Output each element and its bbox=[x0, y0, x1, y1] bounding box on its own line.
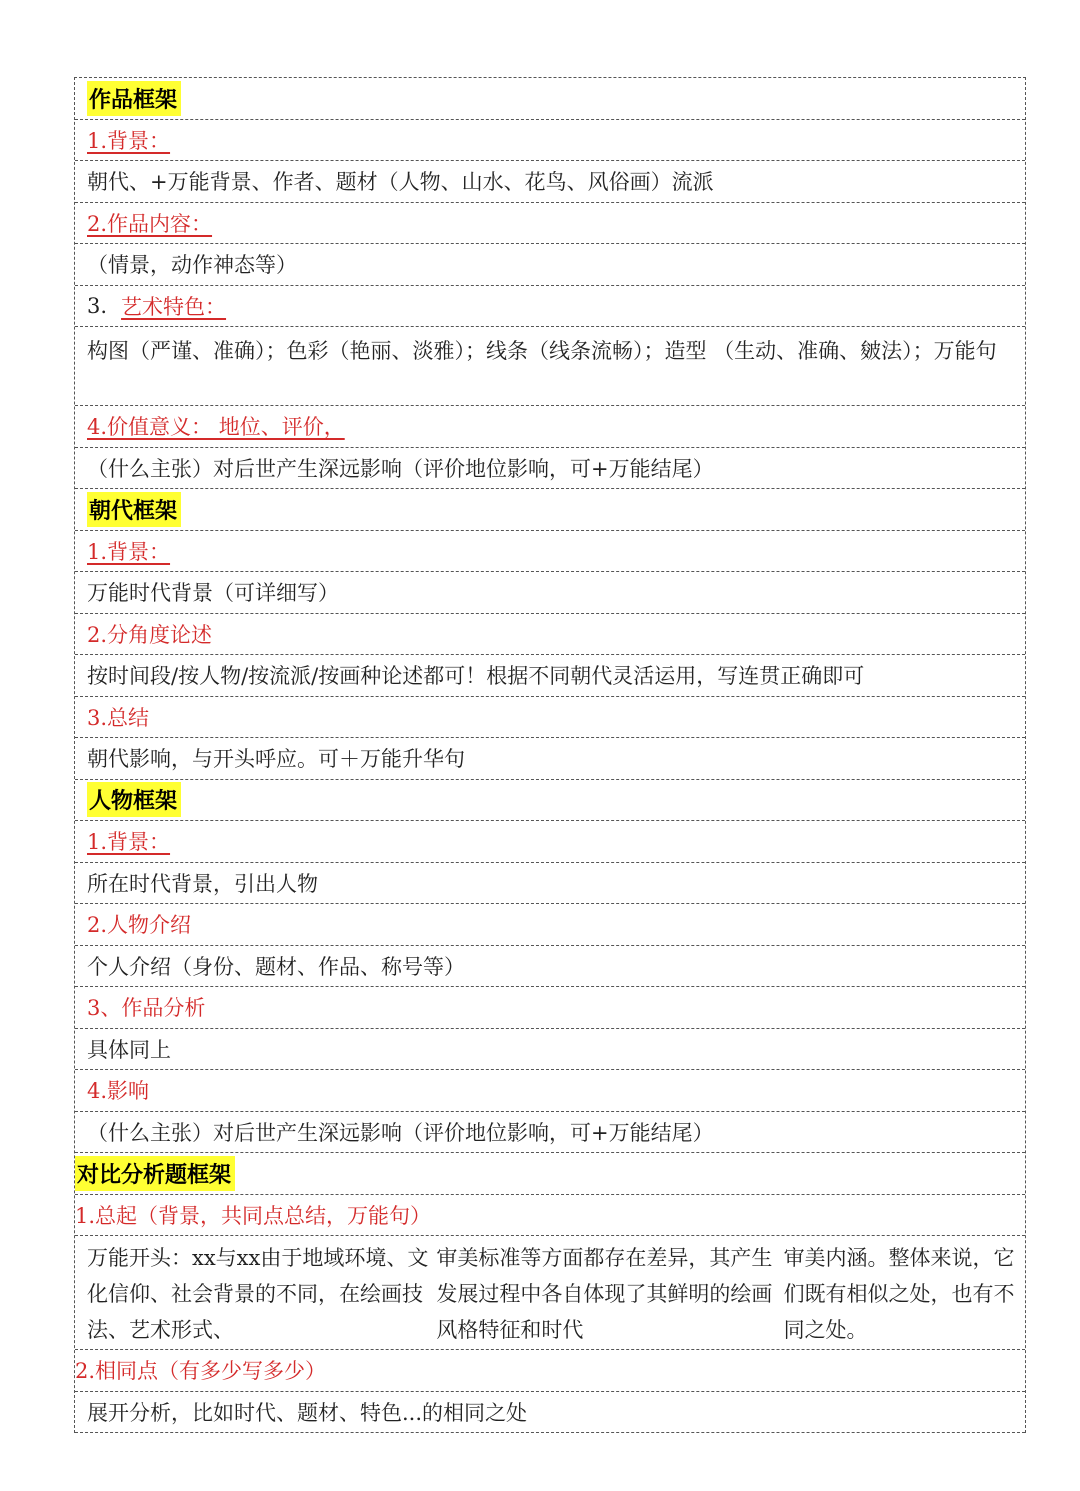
item-heading bbox=[75, 1070, 1025, 1112]
item-heading-text: 1.背景： bbox=[87, 128, 171, 153]
heading-text: 作品框架 bbox=[87, 81, 181, 116]
item-content-text: （什么主张）对后世产生深远影响（评价地位影响，可+万能结尾） bbox=[87, 1120, 714, 1145]
item-heading bbox=[75, 1195, 1025, 1237]
item-heading-text: 1.背景： bbox=[87, 830, 171, 855]
item-content bbox=[75, 1392, 1025, 1434]
item-number: 3. bbox=[87, 293, 108, 318]
item-content-line: 皴法）；万能句 bbox=[860, 339, 997, 363]
item-content bbox=[75, 572, 1025, 614]
section-heading-comparison bbox=[75, 1153, 1025, 1195]
item-content-line: 构图（严谨、准确）；色彩（艳丽、淡雅）；线条（线条流畅）；造型 （生动、准确、 bbox=[87, 339, 861, 363]
item-heading-text: 2.分角度论述 bbox=[87, 622, 213, 647]
item-heading bbox=[75, 697, 1025, 739]
framework-table bbox=[74, 77, 1026, 1433]
heading-text: 朝代框架 bbox=[87, 492, 181, 527]
item-heading-text: 3.总结 bbox=[87, 705, 150, 730]
item-heading bbox=[75, 203, 1025, 245]
section-heading-works bbox=[75, 78, 1025, 120]
item-content-text: 个人介绍（身份、题材、作品、称号等） bbox=[87, 954, 465, 979]
item-content-line: 审美标准等方面都存在差异，其产生发展过程中各自体现了其鲜明的绘画风格特征和时代 bbox=[436, 1246, 773, 1342]
item-content-text: 朝代、+万能背景、作者、题材（人物、山水、花鸟、风俗画）流派 bbox=[87, 170, 714, 195]
item-content-line: 审美内涵。整体来说，它们既有相似之处，也有不同之处。 bbox=[783, 1246, 1015, 1342]
item-content-text: 朝代影响，与开头呼应。可＋万能升华句 bbox=[87, 747, 465, 772]
item-content-text: 按时间段/按人物/按流派/按画种论述都可！根据不同朝代灵活运用，写连贯正确即可 bbox=[87, 664, 865, 689]
item-heading-text: 4.影响 bbox=[87, 1079, 150, 1104]
item-content bbox=[75, 327, 1025, 406]
heading-text: 人物框架 bbox=[87, 782, 181, 817]
item-heading bbox=[75, 120, 1025, 162]
item-heading-text: 1.总起（背景，共同点总结，万能句） bbox=[75, 1203, 432, 1228]
section-heading-dynasty bbox=[75, 489, 1025, 531]
item-heading-text: 4.价值意义： 地位、评价， bbox=[87, 415, 345, 440]
item-content-text: 万能时代背景（可详细写） bbox=[87, 581, 339, 606]
item-content-line: 万能开头：xx与xx由于地域环境、文化信仰、社会背景的不同，在绘画技法、艺术形式、 bbox=[87, 1246, 429, 1342]
item-heading-text: 1.背景： bbox=[87, 539, 171, 564]
item-content bbox=[75, 655, 1025, 697]
section-heading-person bbox=[75, 780, 1025, 822]
item-content-text: 所在时代背景，引出人物 bbox=[87, 871, 318, 896]
item-heading bbox=[75, 904, 1025, 946]
item-content bbox=[75, 863, 1025, 905]
item-content bbox=[75, 738, 1025, 780]
item-content-text: （什么主张）对后世产生深远影响（评价地位影响，可+万能结尾） bbox=[87, 456, 714, 481]
item-content bbox=[75, 946, 1025, 988]
item-content bbox=[75, 1236, 1025, 1350]
item-content bbox=[75, 1112, 1025, 1154]
item-content-text: 具体同上 bbox=[87, 1037, 171, 1062]
item-heading-text: 艺术特色： bbox=[121, 294, 227, 319]
item-heading bbox=[75, 821, 1025, 863]
item-heading-text: 3、作品分析 bbox=[87, 996, 206, 1021]
item-heading bbox=[75, 987, 1025, 1029]
item-heading bbox=[75, 614, 1025, 656]
item-content-text: （情景，动作神态等） bbox=[87, 253, 297, 278]
item-heading-text: 2.作品内容： bbox=[87, 211, 213, 236]
item-heading bbox=[75, 286, 1025, 328]
item-heading bbox=[75, 531, 1025, 573]
heading-text: 对比分析题框架 bbox=[75, 1156, 235, 1191]
item-content-text: 展开分析，比如时代、题材、特色...的相同之处 bbox=[87, 1400, 528, 1425]
item-content bbox=[75, 244, 1025, 286]
item-content bbox=[75, 448, 1025, 490]
item-heading bbox=[75, 406, 1025, 448]
item-heading-text: 2.人物介绍 bbox=[87, 913, 192, 938]
item-content bbox=[75, 161, 1025, 203]
item-heading bbox=[75, 1350, 1025, 1392]
item-heading-text: 2.相同点（有多少写多少） bbox=[75, 1359, 327, 1384]
item-content bbox=[75, 1029, 1025, 1071]
